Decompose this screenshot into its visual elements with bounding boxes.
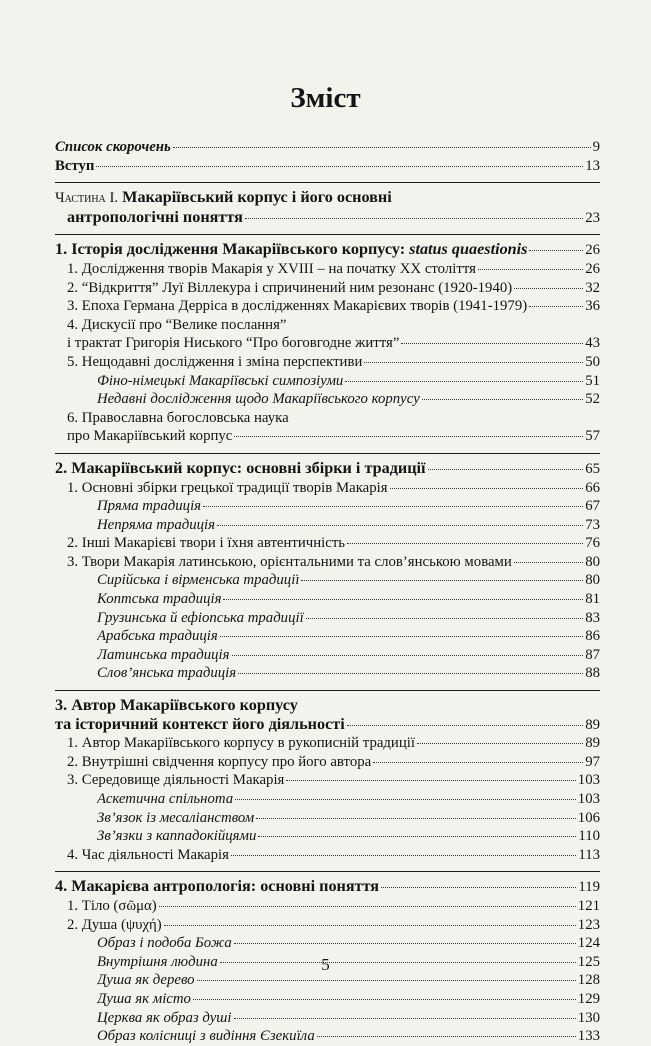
section-divider [55,690,600,691]
dot-leader [223,599,583,600]
toc-page-number: 52 [585,391,600,408]
dot-leader [220,636,583,637]
toc-entry-label: Фіно-німецькі Макаріївські симпозіуми [97,372,344,389]
toc-page-number: 129 [577,990,600,1007]
toc-entry-label: Вступ [55,157,95,174]
toc-entry[interactable] [55,353,600,372]
chapter-heading[interactable] [55,240,600,260]
dot-leader [238,673,583,674]
toc-page-number: 9 [592,139,600,155]
part-heading[interactable] [55,188,600,208]
dot-leader [231,855,576,856]
toc-entry-label: 3. Твори Макарія латинською, орієнтальними та слов’янською мовами [67,553,512,570]
toc-page-number: 130 [577,1009,600,1026]
toc-entry[interactable] [55,553,600,572]
toc-page-number: 51 [585,372,600,389]
toc-entry-label: Душа як місто [97,990,191,1007]
dot-leader [306,618,584,619]
toc-subentry[interactable] [55,827,600,846]
toc-page-number: 88 [585,665,600,682]
toc-entry-label: Латинська традиція [97,646,230,663]
toc-entry[interactable] [55,916,600,935]
toc-page-number: 13 [585,157,600,174]
toc-entry-label: антропологічні поняття [67,207,243,226]
toc-entry[interactable] [55,734,600,753]
toc-subentry[interactable] [55,390,600,409]
toc-page-number: 89 [585,716,600,733]
dot-leader [234,1018,576,1019]
toc-page-number: 110 [578,828,600,845]
toc-subentry[interactable] [55,590,600,609]
toc-page-number: 26 [585,242,600,259]
section-divider [55,871,600,872]
toc-subentry[interactable] [55,497,600,516]
dot-leader [390,488,584,489]
toc-page-number: 89 [585,735,600,752]
dot-leader [173,147,591,148]
dot-leader [381,887,576,888]
toc-page-number: 124 [577,935,600,952]
toc-subentry[interactable] [55,1027,600,1046]
dot-leader [364,362,583,363]
dot-leader [417,743,583,744]
toc-page-number: 80 [585,572,600,589]
section-divider [55,453,600,454]
toc-entry-label: Сирійська і вірменська традиції [97,572,300,589]
page-title: Зміст [290,82,361,114]
dot-leader [373,762,583,763]
toc-entry-label: Церква як образ душі [97,1009,232,1026]
toc-entry[interactable] [55,427,600,446]
toc-entry[interactable] [55,157,600,176]
toc-page-number: 67 [585,498,600,515]
toc-entry-label: 3. Епоха Германа Дерріса в дослідженнях Макарієвих творів (1941-1979) [67,298,528,315]
toc-entry-label: 2. Душа (ψυχή) [67,916,162,933]
toc-entry[interactable] [55,534,600,553]
toc-entry-line[interactable] [55,316,600,335]
dot-leader [347,725,583,726]
dot-leader [159,906,576,907]
table-of-contents [55,138,600,1046]
toc-entry-label: 1. Історія дослідження Макаріївського корпусу: status quaestionis [55,240,528,259]
toc-page-number: 87 [585,646,600,663]
chapter-heading[interactable] [55,715,600,735]
toc-page-number: 43 [585,335,600,352]
toc-subentry[interactable] [55,934,600,953]
part-prefix: Частина I. [55,190,119,207]
toc-page-number: 36 [585,298,600,315]
toc-entry[interactable] [55,138,600,157]
dot-leader [514,562,583,563]
toc-entry[interactable] [55,771,600,790]
toc-entry-label: Недавні дослідження щодо Макаріївського корпусу [97,391,420,408]
toc-page-number: 103 [577,791,600,807]
dot-leader [301,580,583,581]
chapter-heading[interactable] [55,459,600,479]
toc-entry-label: 1. Тіло (σῶμα) [67,897,157,914]
toc-page-number: 65 [585,460,600,477]
toc-entry-label: 1. Автор Макаріївського корпусу в рукописній традиції [67,735,415,752]
toc-entry[interactable] [55,479,600,498]
dot-leader [514,288,583,289]
toc-entry-label: 5. Нещодавні дослідження і зміна перспективи [67,353,363,370]
toc-page-number: 66 [585,479,600,496]
toc-entry-label: 4. Час діяльності Макарія [67,846,229,863]
toc-subentry[interactable] [55,790,600,809]
page-number: 5 [321,955,330,974]
dot-leader [234,943,576,944]
toc-entry-label: 2. Інші Макарієві твори і їхня автентичність [67,535,346,552]
toc-subentry[interactable] [55,372,600,391]
toc-subentry[interactable] [55,664,600,683]
toc-entry-label: Душа як дерево [97,972,195,989]
dot-leader [529,306,583,307]
toc-page-number: 57 [585,428,600,445]
toc-page-number: 119 [578,879,600,896]
section-divider [55,234,600,235]
dot-leader [217,525,583,526]
toc-page-number: 121 [577,897,600,914]
toc-entry-line[interactable] [55,409,600,428]
toc-entry-label: Список скорочень [55,139,171,155]
dot-leader [401,343,583,344]
toc-entry[interactable] [55,260,600,279]
toc-entry-label: Грузинська й ефіопська традиції [97,609,304,626]
toc-entry-label: Арабська традиція [97,628,218,645]
toc-page-number: 80 [585,553,600,570]
dot-leader [235,799,576,800]
toc-subentry[interactable] [55,516,600,535]
dot-leader [478,269,583,270]
toc-subentry[interactable] [55,1009,600,1028]
toc-subentry[interactable] [55,990,600,1009]
toc-entry-label: про Макаріївський корпус [67,428,233,445]
chapter-heading-line[interactable] [55,696,600,715]
toc-entry[interactable] [55,208,600,228]
dot-leader [422,399,583,400]
section-divider [55,182,600,183]
dot-leader [317,1036,576,1037]
toc-entry[interactable] [55,897,600,916]
toc-entry-label: і трактат Григорія Ниського “Про боговгодне життя” [67,335,400,352]
dot-leader [164,925,576,926]
toc-page-number: 23 [585,209,600,226]
toc-page-number: 26 [585,260,600,277]
toc-page-number: 133 [577,1028,600,1045]
toc-page-number: 50 [585,353,600,370]
toc-page-number: 86 [585,628,600,645]
dot-leader [96,166,583,167]
toc-page-number: 125 [577,953,600,970]
dot-leader [232,655,584,656]
toc-subentry[interactable] [55,646,600,665]
toc-entry-label: 1. Основні збірки грецької традиції творів Макарія [67,479,388,496]
toc-page-number: 97 [585,753,600,770]
toc-entry-label: 2. Внутрішні свідчення корпусу про його автора [67,753,372,770]
toc-entry-label: 4. Дискусії про “Велике послання” [67,316,287,333]
dot-leader [197,980,576,981]
toc-subentry[interactable] [55,809,600,828]
toc-page-number: 113 [578,846,600,863]
part-title: Макаріївський корпус і його основні [118,188,392,207]
toc-entry[interactable] [55,334,600,353]
toc-page-number: 106 [577,809,600,826]
toc-page-number: 103 [577,772,600,789]
toc-subentry[interactable] [55,609,600,628]
toc-entry[interactable] [55,846,600,865]
toc-entry-label: 1. Дослідження творів Макарія у XVIII – на початку XX століття [67,260,476,277]
toc-subentry[interactable] [55,571,600,590]
toc-entry-label: Непряма традиція [97,516,216,533]
toc-entry-label: Образ і подоба Божа [97,935,232,952]
dot-leader [529,250,583,251]
toc-page-number: 81 [585,591,600,608]
toc-entry-label: Коптська традиція [97,591,222,608]
chapter-heading[interactable] [55,877,600,897]
dot-leader [347,543,583,544]
toc-entry-label: Образ колісниці з видіння Єзекиїла [97,1028,315,1045]
toc-entry[interactable] [55,279,600,298]
dot-leader [428,469,584,470]
toc-page-number: 123 [577,916,600,933]
dot-leader [286,780,575,781]
dot-leader [245,218,583,219]
toc-entry-label: Слов’янська традиція [97,665,237,682]
toc-entry-label: 2. “Відкриття” Луї Віллекура і спричинений ним резонанс (1920-1940) [67,279,513,296]
toc-entry-label: Внутрішня людина [97,953,218,970]
toc-entry-label: Пряма традиція [97,498,202,515]
toc-page-number: 83 [585,609,600,626]
toc-entry-label: та історичний контекст його діяльності [55,714,345,733]
toc-page-number: 73 [585,516,600,533]
toc-entry-label: 2. Макаріївський корпус: основні збірки і традиції [55,458,426,477]
toc-entry[interactable] [55,753,600,772]
toc-entry-label: Аскетична спільнота [97,791,234,807]
toc-entry-label: 3. Автор Макаріївського корпусу [55,696,298,715]
toc-page-number: 76 [585,535,600,552]
dot-leader [258,836,576,837]
toc-page-number: 128 [577,972,600,989]
dot-leader [256,818,576,819]
toc-page-number: 32 [585,279,600,296]
toc-entry-label: 4. Макарієва антропологія: основні поняття [55,877,380,896]
toc-entry-label: Зв’язок із месаліанством [97,809,255,826]
dot-leader [234,436,583,437]
toc-entry-label: 3. Середовище діяльності Макарія [67,772,285,789]
toc-subentry[interactable] [55,627,600,646]
toc-entry-label: 6. Православна богословська наука [67,409,289,426]
toc-entry[interactable] [55,297,600,316]
dot-leader [203,506,583,507]
toc-entry-label: Зв’язки з каппадокійцями [97,828,257,845]
dot-leader [345,381,583,382]
